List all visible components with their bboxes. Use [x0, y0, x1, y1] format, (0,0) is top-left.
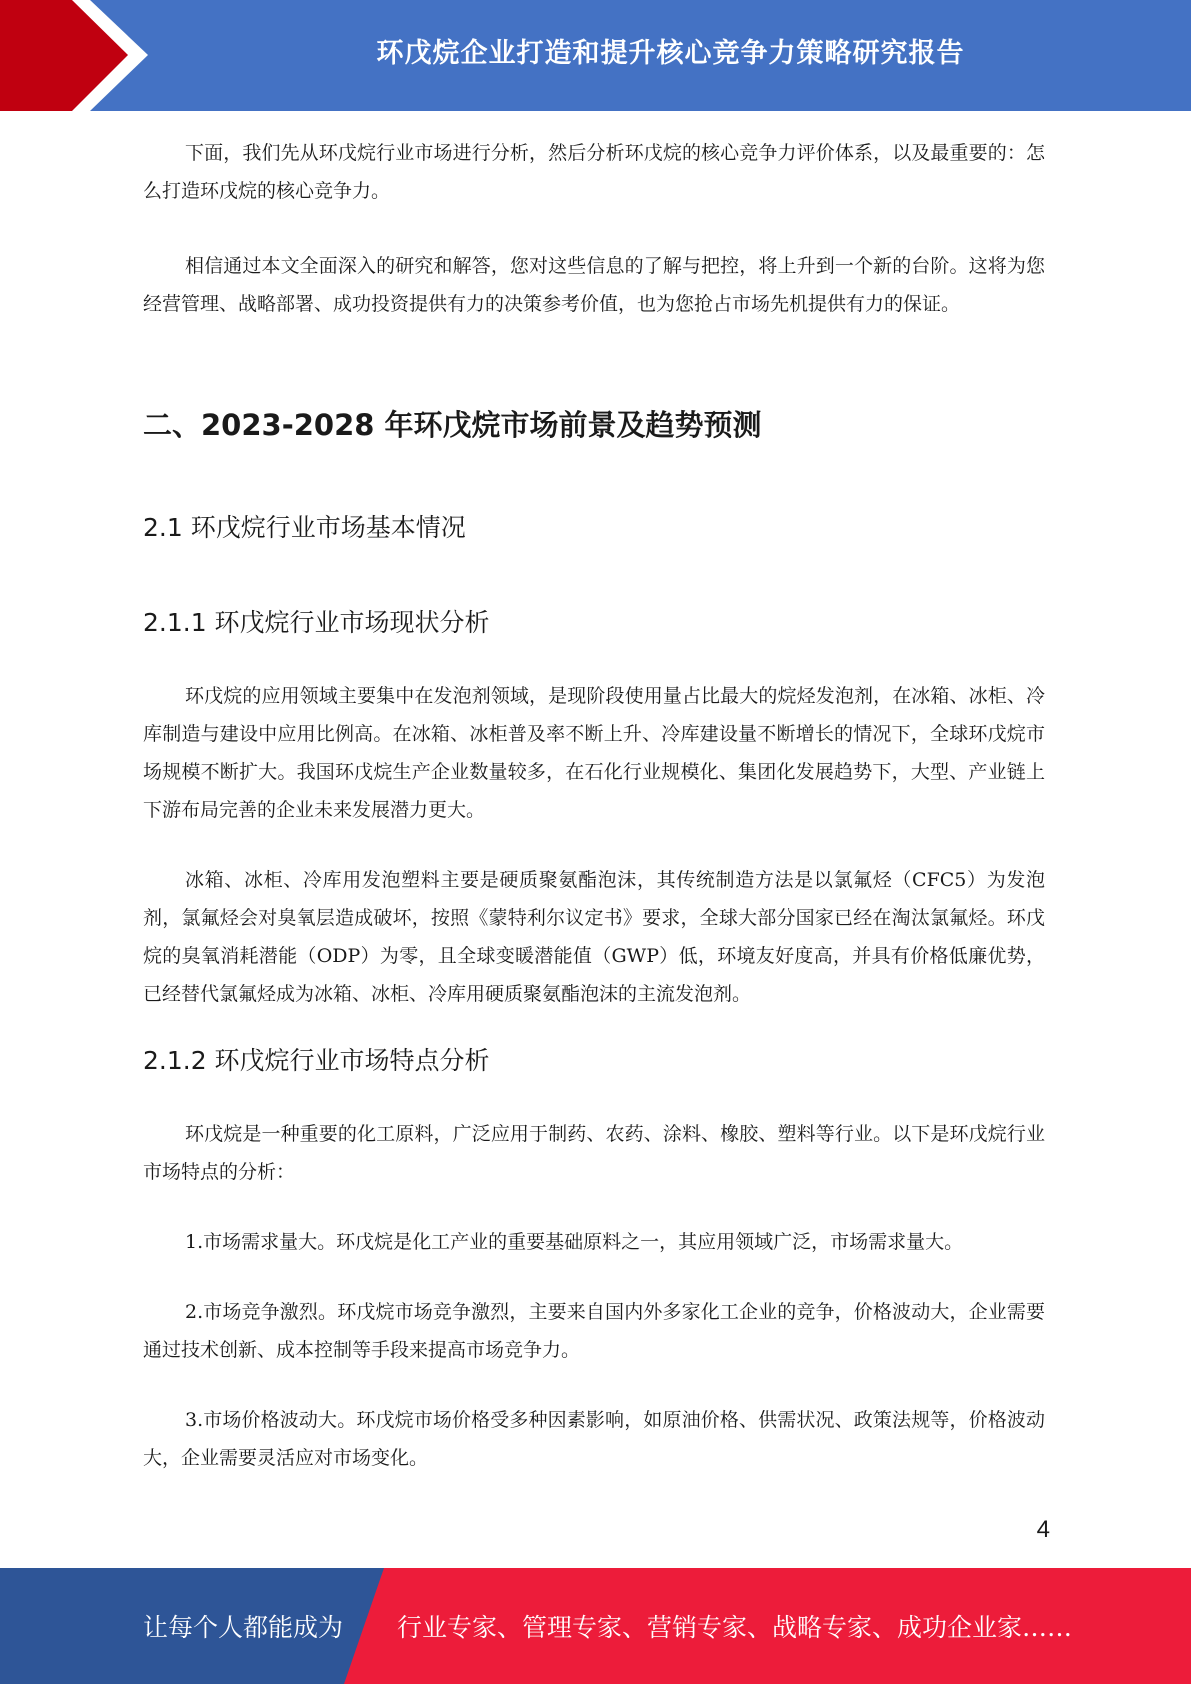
- page-footer: [0, 1568, 1191, 1684]
- sub1-paragraph-1: 环戊烷的应用领域主要集中在发泡剂领域，是现阶段使用量占比最大的烷烃发泡剂，在冰箱、冰柜、冷库制造与建设中应用比例高。在冰箱、冰柜普及率不断上升、冷库建设量不断增长的情况下，全球环戊烷市场规模不断扩大。我国环戊烷生产企业数量较多，在石化行业规模化、集团化发展趋势下，大型、产业链上下游布局完善的企业未来发展潜力更大。: [143, 685, 1045, 821]
- sub1-title: 2.1.1 环戊烷行业市场现状分析: [143, 608, 490, 637]
- page-number: 4: [1036, 1516, 1050, 1543]
- sub1-paragraph-2: 冰箱、冰柜、冷库用发泡塑料主要是硬质聚氨酯泡沫，其传统制造方法是以氯氟烃（CFC5）为发泡剂，氯氟烃会对臭氧层造成破坏，按照《蒙特利尔议定书》要求，全球大部分国家已经在淘汰氯氟烃。环戊烷的臭氧消耗潜能（ODP）为零，且全球变暖潜能值（GWP）低，环境友好度高，并具有价格低廉优势，已经替代氯氟烃成为冰箱、冰柜、冷库用硬质聚氨酯泡沫的主流发泡剂。: [143, 869, 1045, 1005]
- page-header: [0, 0, 1191, 111]
- sub2-paragraph-4: 3.市场价格波动大。环戊烷市场价格受多种因素影响，如原油价格、供需状况、政策法规等，价格波动大，企业需要灵活应对市场变化。: [143, 1409, 1045, 1469]
- subsection-title: 2.1 环戊烷行业市场基本情况: [143, 513, 466, 542]
- footer-slogan-right: 行业专家、管理专家、营销专家、战略专家、成功企业家……: [397, 1613, 1073, 1642]
- header-title: 环戊烷企业打造和提升核心竞争力策略研究报告: [376, 37, 965, 69]
- sub2-paragraph-2: 1.市场需求量大。环戊烷是化工产业的重要基础原料之一，其应用领域广泛，市场需求量大。: [185, 1231, 964, 1253]
- intro-paragraph-1: 下面，我们先从环戊烷行业市场进行分析，然后分析环戊烷的核心竞争力评价体系，以及最重要的：怎么打造环戊烷的核心竞争力。: [143, 142, 1045, 202]
- sub2-paragraph-3: 2.市场竞争激烈。环戊烷市场竞争激烈，主要来自国内外多家化工企业的竞争，价格波动大，企业需要通过技术创新、成本控制等手段来提高市场竞争力。: [143, 1301, 1045, 1361]
- intro-paragraph-2: 相信通过本文全面深入的研究和解答，您对这些信息的了解与把控，将上升到一个新的台阶。这将为您经营管理、战略部署、成功投资提供有力的决策参考价值，也为您抢占市场先机提供有力的保证。: [143, 255, 1045, 315]
- sub2-paragraph-1: 环戊烷是一种重要的化工原料，广泛应用于制药、农药、涂料、橡胶、塑料等行业。以下是环戊烷行业市场特点的分析：: [143, 1123, 1045, 1183]
- section-title: 二、2023-2028 年环戊烷市场前景及趋势预测: [143, 408, 762, 442]
- sub2-title: 2.1.2 环戊烷行业市场特点分析: [143, 1046, 490, 1075]
- footer-slogan-left: 让每个人都能成为: [143, 1613, 344, 1642]
